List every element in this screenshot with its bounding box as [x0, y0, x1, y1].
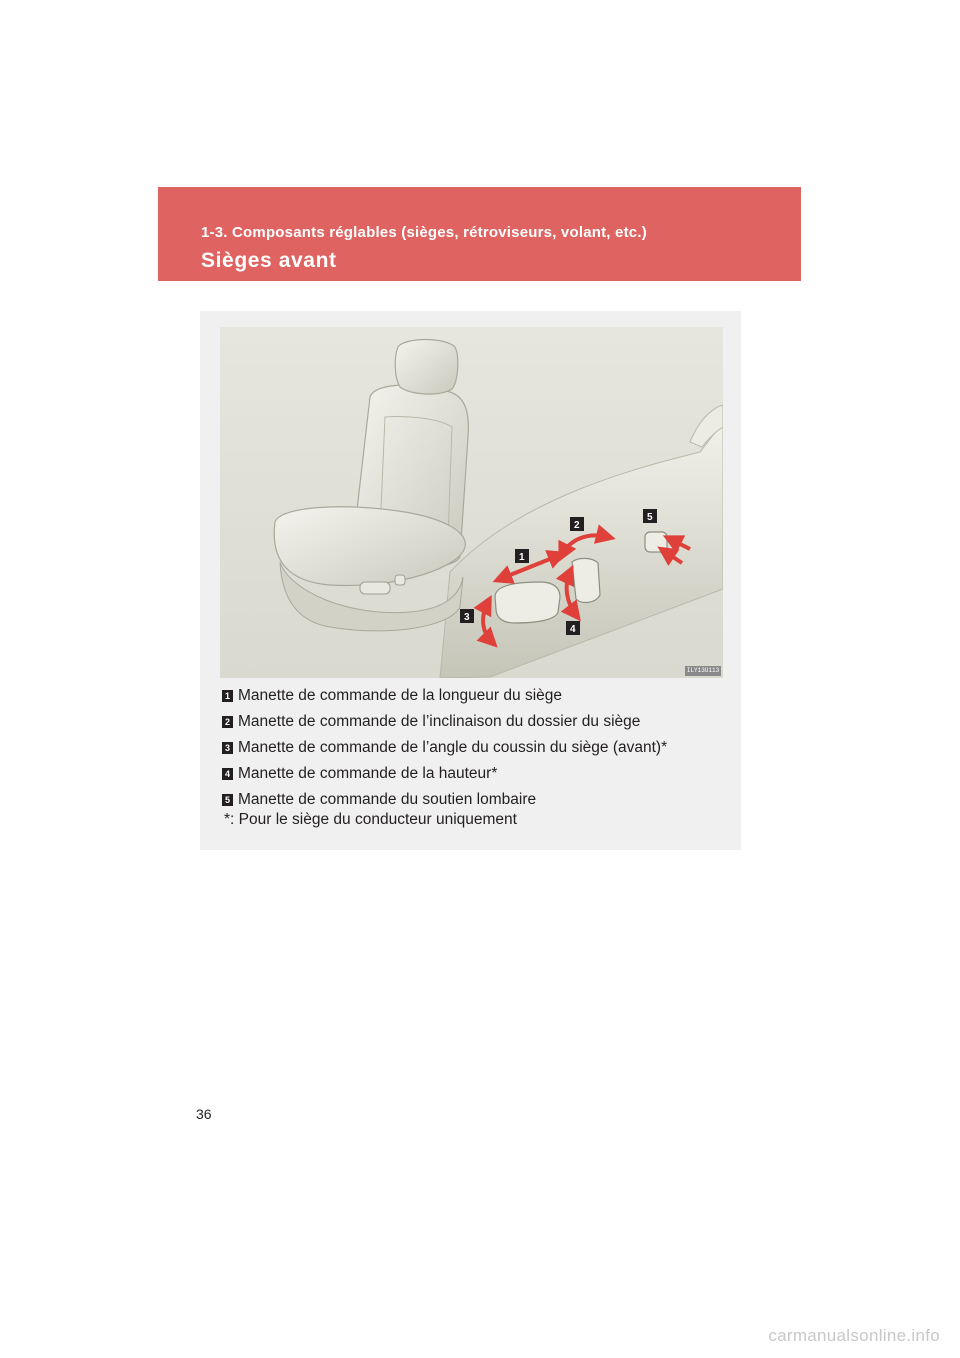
section-header [158, 187, 801, 281]
legend-item-2 [222, 709, 732, 735]
svg-text:1: 1 [519, 552, 525, 563]
legend-item-1 [222, 683, 732, 709]
page-title: Sièges avant [201, 249, 337, 272]
legend-text-2: Manette de commande de l’inclinaison du dossier du siège [238, 713, 641, 730]
legend-text-4: Manette de commande de la hauteur* [238, 765, 498, 782]
legend-badge-1: 1 [222, 690, 233, 702]
marker-4 [566, 621, 580, 635]
seat-length-switch [495, 582, 560, 623]
legend-list [222, 683, 732, 813]
page-number: 36 [196, 1106, 212, 1122]
figure-code: ILY13U113 [686, 667, 720, 674]
legend-item-3 [222, 735, 732, 761]
legend-badge-5: 5 [222, 794, 233, 806]
legend-badge-3: 3 [222, 742, 233, 754]
recline-switch [572, 558, 600, 602]
small-seat-switch [360, 582, 390, 594]
legend-text-3: Manette de commande de l’angle du coussin du siège (avant)* [238, 739, 668, 756]
small-lumbar-switch [395, 575, 405, 585]
seat-diagram [220, 327, 723, 678]
legend-text-5: Manette de commande du soutien lombaire [238, 791, 537, 808]
figure-panel [200, 311, 741, 850]
legend-item-4 [222, 761, 732, 787]
svg-text:5: 5 [647, 512, 653, 523]
footnote: *: Pour le siège du conducteur uniquement [224, 811, 517, 828]
section-label: 1-3. Composants réglables (sièges, rétroviseurs, volant, etc.) [201, 224, 647, 241]
legend-badge-2: 2 [222, 716, 233, 728]
seat-illustration [220, 327, 723, 678]
seat-headrest [395, 340, 458, 395]
watermark: carmanualsonline.info [768, 1326, 940, 1345]
marker-3 [460, 609, 474, 623]
lumbar-switch [645, 532, 667, 552]
marker-2 [570, 517, 584, 531]
legend-item-5 [222, 787, 732, 813]
svg-text:4: 4 [570, 624, 576, 635]
legend-text-1: Manette de commande de la longueur du siège [238, 687, 562, 704]
marker-1 [515, 549, 529, 563]
svg-text:2: 2 [574, 520, 580, 531]
legend-badge-4: 4 [222, 768, 233, 780]
svg-text:3: 3 [464, 612, 470, 623]
marker-5 [643, 509, 657, 523]
